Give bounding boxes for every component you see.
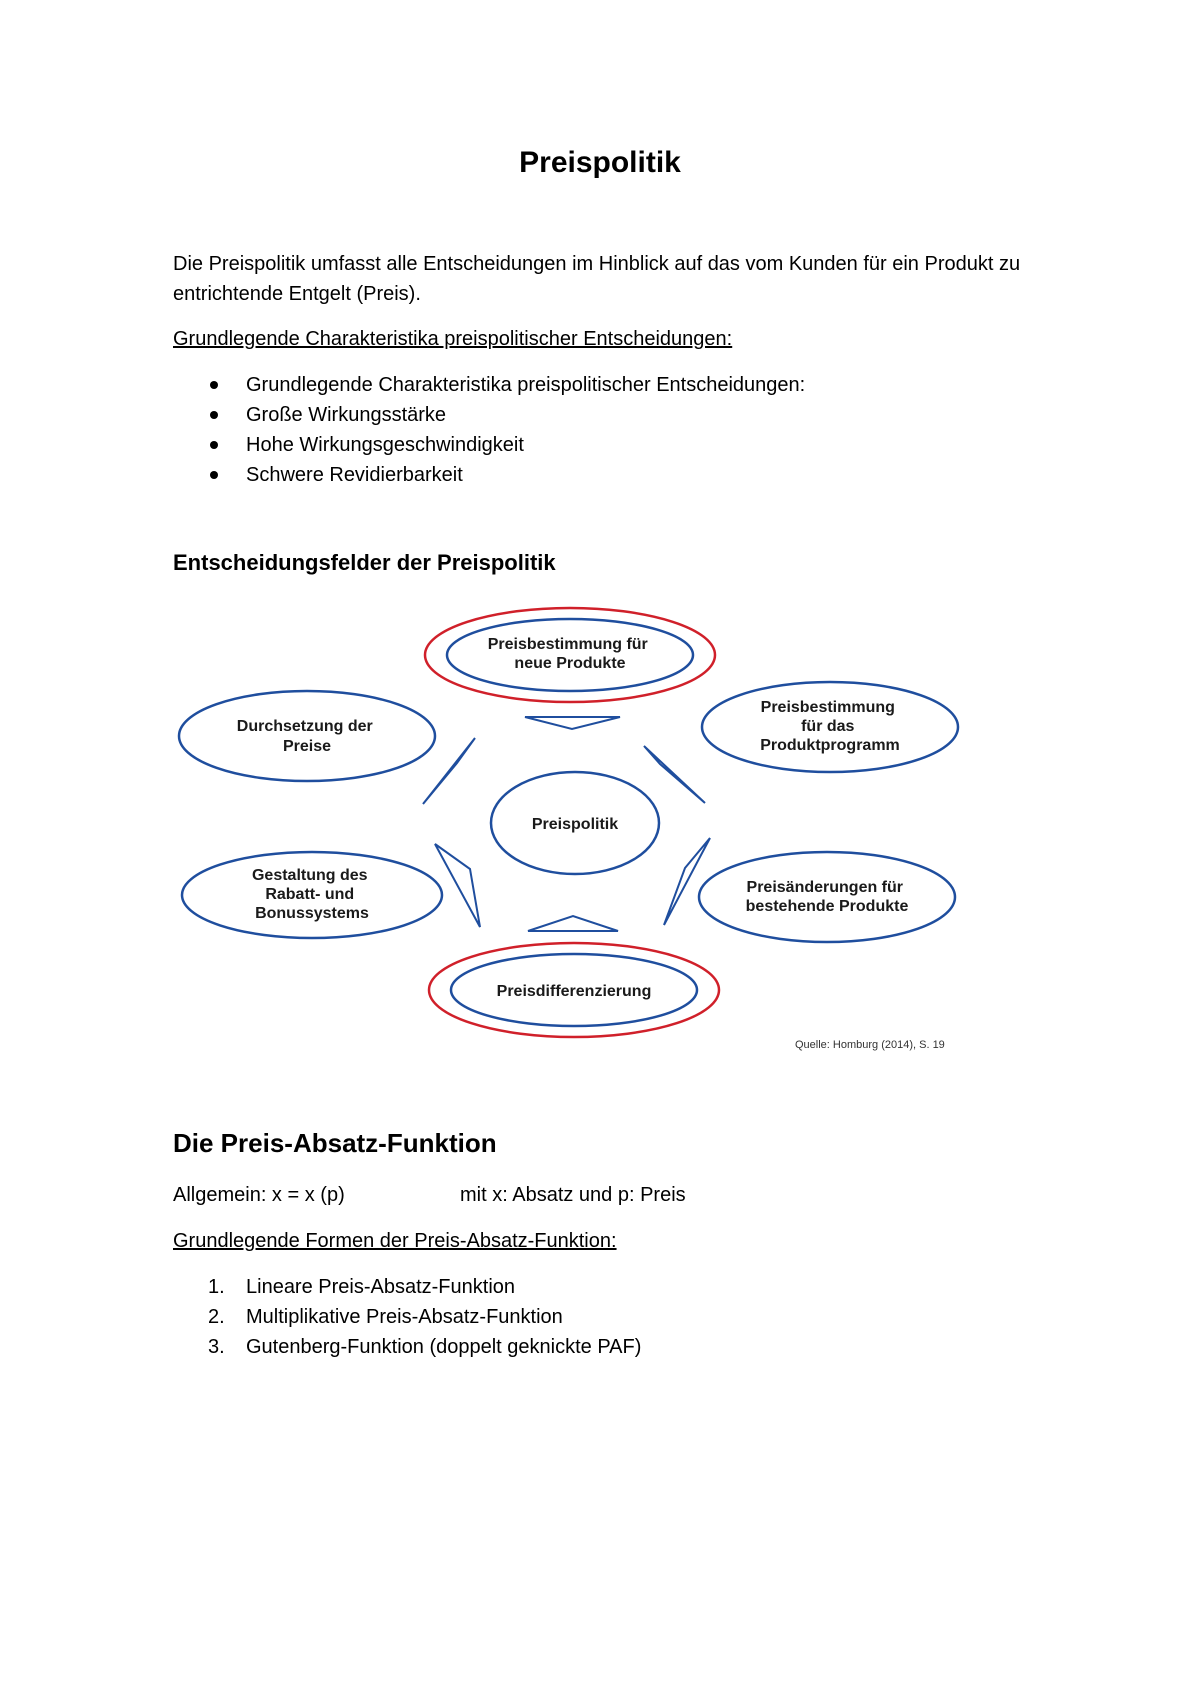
list-item-text: Große Wirkungsstärke xyxy=(246,404,447,426)
arrow-lower-left-icon xyxy=(435,844,480,927)
bullet-icon xyxy=(210,381,218,389)
general-formula-row xyxy=(173,1180,1053,1210)
lower-left-node-label: Gestaltung des Rabatt- und Bonussystems xyxy=(251,867,369,922)
list-item-number: 2. xyxy=(208,1306,225,1328)
page-title: Preispolitik xyxy=(519,146,681,179)
diagram-source: Quelle: Homburg (2014), S. 19 xyxy=(795,1039,945,1051)
arrow-lower-right-icon xyxy=(664,838,710,925)
bullet-icon xyxy=(210,411,218,419)
list-item xyxy=(173,1302,1033,1332)
list-item xyxy=(173,370,1033,400)
bottom-node-label: Preisdifferenzierung xyxy=(496,983,652,1000)
characteristics-list xyxy=(173,370,1033,490)
list-item-text: Schwere Revidierbarkeit xyxy=(246,464,463,486)
upper-left-node xyxy=(179,691,435,781)
center-node-label: Preispolitik xyxy=(531,816,619,833)
list-item xyxy=(173,1272,1033,1302)
arrow-upper-right-icon xyxy=(644,746,705,803)
list-item-text: Gutenberg-Funktion (doppelt geknickte PAF) xyxy=(246,1336,642,1358)
general-formula: Allgemein: x = x (p) xyxy=(173,1184,345,1206)
decision-fields-diagram xyxy=(170,598,970,1058)
list-item-text: Multiplikative Preis-Absatz-Funktion xyxy=(246,1306,563,1328)
list-item-number: 1. xyxy=(208,1276,225,1298)
lower-right-node xyxy=(699,852,955,942)
top-node-label: Preisbestimmung für neue Produkte xyxy=(487,636,648,672)
list-item xyxy=(173,430,1033,460)
list-item-text: Grundlegende Charakteristika preispolitischer Entscheidungen: xyxy=(246,374,806,396)
general-formula-note: mit x: Absatz und p: Preis xyxy=(460,1184,686,1206)
lower-right-node-label: Preisänderungen für bestehende Produkte xyxy=(745,879,909,915)
fields-heading: Entscheidungsfelder der Preispolitik xyxy=(173,550,556,575)
list-item-text: Hohe Wirkungsgeschwindigkeit xyxy=(246,434,524,456)
bullet-icon xyxy=(210,441,218,449)
list-item xyxy=(173,1332,1033,1362)
list-item-number: 3. xyxy=(208,1336,225,1358)
bullet-icon xyxy=(210,471,218,479)
forms-heading: Grundlegende Formen der Preis-Absatz-Funktion: xyxy=(173,1230,617,1252)
intro-paragraph: Die Preispolitik umfasst alle Entscheidungen im Hinblick auf das vom Kunden für ein Produkt zu entrichtende Entgelt (Preis). xyxy=(173,253,1021,305)
list-item xyxy=(173,460,1033,490)
paf-heading: Die Preis-Absatz-Funktion xyxy=(173,1128,497,1158)
forms-list xyxy=(173,1272,1033,1362)
list-item xyxy=(173,400,1033,430)
arrow-top-icon xyxy=(525,717,620,729)
list-item-text: Lineare Preis-Absatz-Funktion xyxy=(246,1276,516,1298)
arrow-bottom-icon xyxy=(528,916,618,931)
characteristics-heading: Grundlegende Charakteristika preispolitischer Entscheidungen: xyxy=(173,328,733,350)
upper-right-node-label: Preisbestimmung für das Produktprogramm xyxy=(760,699,900,754)
upper-left-node-label: Durchsetzung der Preise xyxy=(236,718,373,755)
